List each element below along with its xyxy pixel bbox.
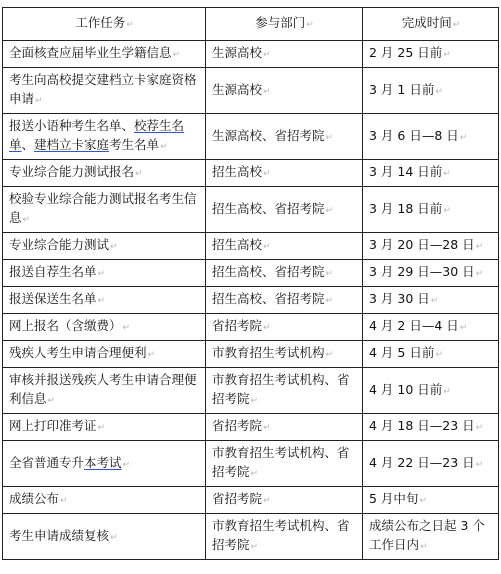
department-text: 招生高校 <box>212 237 263 252</box>
department-cell <box>206 341 363 368</box>
paragraph-mark: ↵ <box>263 496 271 506</box>
deadline-cell <box>363 514 499 560</box>
task-cell <box>3 441 206 487</box>
department-text: 生源高校 <box>212 45 263 60</box>
department-text: 市教育招生考试机构、省招考院 <box>212 445 350 479</box>
paragraph-mark: ↵ <box>97 296 106 306</box>
task-text: 专业综合能力测试 <box>9 237 110 252</box>
table-row <box>3 414 499 441</box>
task-text: 本考试 <box>84 454 122 470</box>
paragraph-mark: ↵ <box>443 205 451 216</box>
paragraph-mark: ↵ <box>250 542 259 552</box>
paragraph-mark: ↵ <box>110 242 118 252</box>
deadline-text: 3 月 1 日前 <box>369 81 435 97</box>
deadline-text: 成绩公布之日起 3 个工作日内 <box>369 518 485 552</box>
table-header-row <box>3 8 499 41</box>
paragraph-mark: ↵ <box>325 296 334 306</box>
paragraph-mark: ↵ <box>435 86 443 97</box>
deadline-cell <box>363 187 499 233</box>
header-deadline: 完成时间↵ <box>363 8 499 41</box>
paragraph-mark: ↵ <box>443 50 451 60</box>
deadline-text: 4 月 2 日—4 日 <box>369 318 459 333</box>
table-row <box>3 341 499 368</box>
department-text: 招生高校、省招考院 <box>212 264 325 279</box>
paragraph-mark: ↵ <box>325 132 334 143</box>
task-text: 建档立卡家庭 <box>34 137 110 152</box>
task-cell <box>3 287 206 314</box>
table-row <box>3 314 499 341</box>
table-row <box>3 41 499 68</box>
department-text: 市教育招生考试机构 <box>212 345 325 360</box>
department-cell <box>206 114 363 160</box>
table-row <box>3 68 499 114</box>
task-text: 网上报名（含缴费） <box>9 318 122 333</box>
table-row <box>3 233 499 260</box>
deadline-cell <box>363 260 499 287</box>
department-cell <box>206 41 363 68</box>
task-text: 考生申请成绩复核 <box>9 527 110 543</box>
deadline-cell <box>363 487 499 514</box>
task-cell <box>3 414 206 441</box>
paragraph-mark: ↵ <box>459 323 468 333</box>
task-text: 校验专业综合能力测试报名考生信息 <box>9 191 197 225</box>
task-text: 成绩公布 <box>9 491 60 506</box>
paragraph-mark: ↵ <box>147 350 156 360</box>
paragraph-mark: ↵ <box>35 96 43 106</box>
paragraph-mark: ↵ <box>475 242 484 252</box>
deadline-text: 4 月 5 日前 <box>369 345 435 360</box>
paragraph-mark: ↵ <box>419 496 427 506</box>
department-cell <box>206 260 363 287</box>
deadline-cell <box>363 314 499 341</box>
paragraph-mark: ↵ <box>47 396 56 406</box>
header-department: 参与部门↵ <box>206 8 363 41</box>
department-text: 省招考院 <box>212 491 263 506</box>
department-text: 市教育招生考试机构、省招考院 <box>212 372 350 406</box>
paragraph-mark: ↵ <box>475 269 484 279</box>
paragraph-mark: ↵ <box>263 50 271 60</box>
department-cell <box>206 287 363 314</box>
deadline-cell <box>363 114 499 160</box>
header-task: 工作任务↵ <box>3 8 206 41</box>
task-cell <box>3 314 206 341</box>
department-cell <box>206 314 363 341</box>
task-text: 全省普通专升 <box>9 454 85 470</box>
task-text: 报送保送生名单 <box>9 291 97 306</box>
paragraph-mark: ↵ <box>263 169 271 179</box>
deadline-cell <box>363 160 499 187</box>
deadline-text: 3 月 14 日前 <box>369 164 443 179</box>
paragraph-mark: ↵ <box>459 132 468 143</box>
task-text: 考生名单 <box>109 137 160 152</box>
department-cell <box>206 487 363 514</box>
task-text: 校荐生名单 <box>9 118 185 152</box>
department-text: 省招考院 <box>212 418 263 433</box>
paragraph-mark: ↵ <box>263 323 271 333</box>
task-cell <box>3 514 206 560</box>
table-row <box>3 187 499 233</box>
table-row <box>3 260 499 287</box>
paragraph-mark: ↵ <box>172 50 181 60</box>
task-text: 残疾人考生申请合理便利 <box>9 345 147 360</box>
deadline-text: 3 月 6 日—8 日 <box>369 127 459 143</box>
deadline-cell <box>363 287 499 314</box>
paragraph-mark: ↵ <box>250 469 259 479</box>
department-text: 招生高校 <box>212 164 263 179</box>
paragraph-mark: ↵ <box>135 169 143 179</box>
paragraph-mark: ↵ <box>97 423 106 433</box>
paragraph-mark: ↵ <box>250 396 259 406</box>
deadline-text: 3 月 18 日前 <box>369 200 443 216</box>
task-cell <box>3 68 206 114</box>
department-cell <box>206 68 363 114</box>
schedule-table <box>2 7 499 560</box>
paragraph-mark: ↵ <box>325 350 334 360</box>
paragraph-mark: ↵ <box>263 242 271 252</box>
department-text: 招生高校、省招考院 <box>212 200 325 216</box>
paragraph-mark: ↵ <box>325 269 334 279</box>
department-text: 省招考院 <box>212 318 263 333</box>
table-row <box>3 114 499 160</box>
deadline-cell <box>363 41 499 68</box>
task-text: 网上打印准考证 <box>9 418 97 433</box>
paragraph-mark: ↵ <box>475 423 484 433</box>
task-cell <box>3 187 206 233</box>
paragraph-mark: ↵ <box>263 423 271 433</box>
deadline-text: 2 月 25 日前 <box>369 45 443 60</box>
task-text: 全面核查应届毕业生学籍信息 <box>9 45 172 60</box>
table-row <box>3 514 499 560</box>
deadline-text: 3 月 30 日 <box>369 291 430 306</box>
task-cell <box>3 114 206 160</box>
department-cell <box>206 160 363 187</box>
paragraph-mark: ↵ <box>420 542 428 552</box>
task-cell <box>3 341 206 368</box>
department-cell <box>206 233 363 260</box>
paragraph-mark: ↵ <box>475 459 484 470</box>
paragraph-mark: ↵ <box>435 350 443 360</box>
paragraph-mark: ↵ <box>263 86 271 97</box>
department-cell <box>206 441 363 487</box>
deadline-text: 5 月中旬 <box>369 491 419 506</box>
department-cell <box>206 514 363 560</box>
table-row <box>3 368 499 414</box>
table-row <box>3 160 499 187</box>
task-text: 报送小语种考生名单、 <box>9 118 135 133</box>
deadline-cell <box>363 441 499 487</box>
paragraph-mark: ↵ <box>60 496 68 506</box>
deadline-cell <box>363 368 499 414</box>
paragraph-mark: ↵ <box>325 205 334 216</box>
deadline-text: 3 月 29 日—30 日 <box>369 264 475 279</box>
department-text: 市教育招生考试机构、省招考院 <box>212 518 350 552</box>
paragraph-mark: ↵ <box>122 459 131 470</box>
table-row <box>3 287 499 314</box>
department-text: 招生高校、省招考院 <box>212 291 325 306</box>
deadline-cell <box>363 341 499 368</box>
department-text: 生源高校、省招考院 <box>212 127 325 143</box>
department-cell <box>206 187 363 233</box>
deadline-cell <box>363 414 499 441</box>
paragraph-mark: ↵ <box>110 532 118 543</box>
deadline-text: 4 月 18 日—23 日 <box>369 418 475 433</box>
task-text: 考生向高校提交建档立卡家庭资格申请 <box>9 72 197 106</box>
paragraph-mark: ↵ <box>430 296 439 306</box>
task-text: 报送自荐生名单 <box>9 264 97 279</box>
table-row <box>3 487 499 514</box>
table-row <box>3 441 499 487</box>
paragraph-mark: ↵ <box>443 386 451 397</box>
paragraph-mark: ↵ <box>443 169 451 179</box>
task-cell <box>3 368 206 414</box>
deadline-text: 4 月 22 日—23 日 <box>369 454 475 470</box>
deadline-text: 4 月 10 日前 <box>369 381 443 397</box>
deadline-cell <box>363 68 499 114</box>
table-body <box>3 41 499 560</box>
task-text: 专业综合能力测试报名 <box>9 164 135 179</box>
paragraph-mark: ↵ <box>122 323 131 333</box>
department-cell <box>206 368 363 414</box>
task-cell <box>3 41 206 68</box>
department-cell <box>206 414 363 441</box>
paragraph-mark: ↵ <box>22 215 31 225</box>
deadline-text: 3 月 20 日—28 日 <box>369 237 475 252</box>
paragraph-mark: ↵ <box>160 142 168 152</box>
task-cell <box>3 487 206 514</box>
task-text: 、 <box>21 137 35 152</box>
task-cell <box>3 233 206 260</box>
task-cell <box>3 260 206 287</box>
task-cell <box>3 160 206 187</box>
department-text: 生源高校 <box>212 81 263 97</box>
paragraph-mark: ↵ <box>97 269 106 279</box>
deadline-cell <box>363 233 499 260</box>
task-text: 审核并报送残疾人考生申请合理便利信息 <box>9 372 197 406</box>
